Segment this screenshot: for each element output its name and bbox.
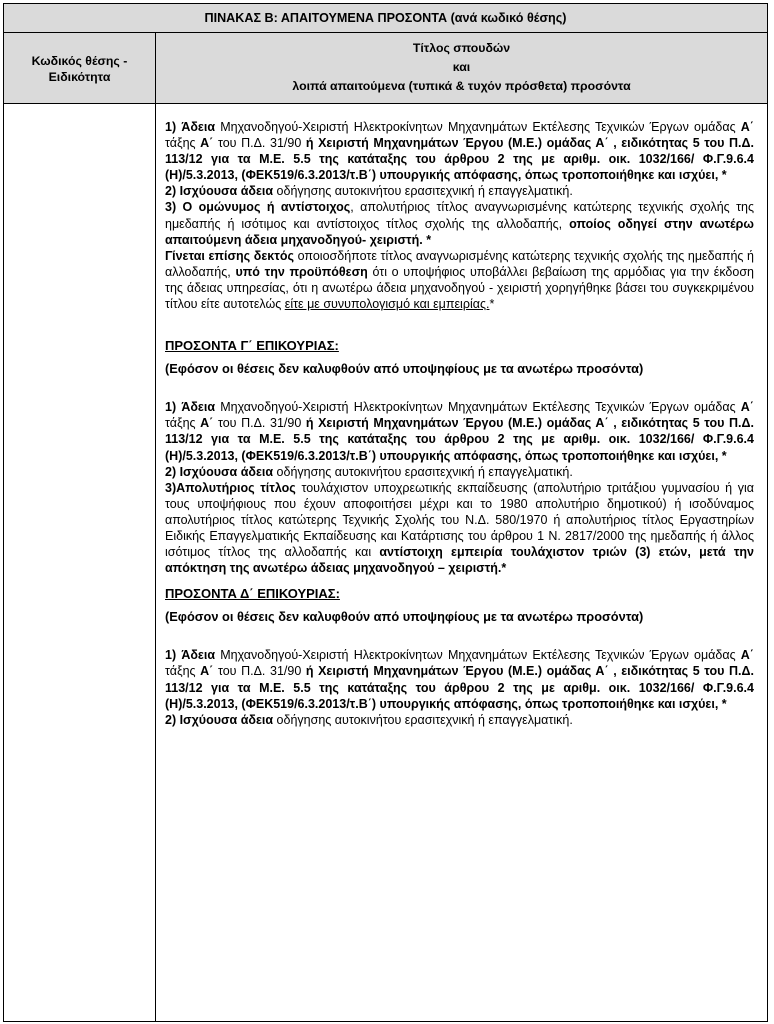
- also-accepted-label: Γίνεται επίσης δεκτός: [165, 248, 294, 263]
- licence-alternative: ή Χειριστή Μηχανημάτων Έργου (Μ.Ε.) ομάδας Α΄ , ειδικότητας 5 του Π.Δ. 113/12 για τα Μ.Ε. 5.5 της κατάταξης του άρθρου 2 της με αριθμ. οικ. 1032/166/ Φ.Γ.9.6.4 (Η)/5.3.2013, (ΦΕΚ519/6.3.2013/τ.Β΄) υπουργικής απόφασης, όπως τροποποιήθηκε και ισχύει, *: [165, 416, 754, 463]
- driving-licence-text: οδήγησης αυτοκινήτου ερασιτεχνική ή επαγγελματική.: [276, 184, 573, 199]
- header-qualifications-line2: και: [452, 60, 471, 74]
- licence-decree: του Π.Δ. 31/90: [217, 136, 302, 151]
- header-position-code-line1: Κωδικός θέσης -: [31, 54, 128, 68]
- position-code-cell: [4, 104, 156, 1021]
- licence-class: Α΄: [200, 416, 214, 431]
- licence-alternative: ή Χειριστή Μηχανημάτων Έργου (Μ.Ε.) ομάδας Α΄ , ειδικότητας 5 του Π.Δ. 113/12 για τα Μ.Ε. 5.5 της κατάταξης του άρθρου 2 της με αριθμ. οικ. 1032/166/ Φ.Γ.9.6.4 (Η)/5.3.2013, (ΦΕΚ519/6.3.2013/τ.Β΄) υπουργικής απόφασης, όπως τροποποιήθηκε και ισχύει, *: [165, 664, 754, 711]
- driving-licence-text: οδήγησης αυτοκινήτου ερασιτεχνική ή επαγγελματική.: [276, 464, 573, 479]
- licence-alternative: ή Χειριστή Μηχανημάτων Έργου (Μ.Ε.) ομάδας Α΄ , ειδικότητας 5 του Π.Δ. 113/12 για τα Μ.Ε. 5.5 της κατάταξης του άρθρου 2 της με αριθμ. οικ. 1032/166/ Φ.Γ.9.6.4 (Η)/5.3.2013, (ΦΕΚ519/6.3.2013/τ.Β΄) υπουργικής απόφασης, όπως τροποποιήθηκε και ισχύει, *: [165, 136, 754, 183]
- driving-licence-label: 2) Ισχύουσα άδεια: [165, 712, 274, 727]
- section-d-note: (Εφόσον οι θέσεις δεν καλυφθούν από υποψηφίους με τα ανωτέρω προσόντα): [165, 609, 644, 625]
- driving-licence-text: οδήγησης αυτοκινήτου ερασιτεχνική ή επαγγελματική.: [276, 712, 573, 727]
- licence-group: Α΄: [740, 648, 754, 663]
- title-paragraph-b: [165, 199, 754, 247]
- section-d-heading: ΠΡΟΣΟΝΤΑ Δ΄ ΕΠΙΚΟΥΡΙΑΣ:: [165, 586, 340, 602]
- also-accepted-asterisk: *: [489, 297, 495, 312]
- licence-group: Α΄: [740, 400, 754, 415]
- item-number: 1): [165, 400, 177, 415]
- also-accepted-experience: είτε με συνυπολογισμό και εμπειρίας.: [284, 297, 490, 312]
- qualifications-cell: [165, 119, 754, 728]
- item-number: 1): [165, 648, 177, 663]
- licence-class: Α΄: [200, 136, 214, 151]
- licence-label: Άδεια: [181, 400, 216, 415]
- diploma-label: 3)Απολυτήριος τίτλος: [165, 480, 296, 495]
- also-accepted-details: ότι ο υποψήφιος υποβάλλει βεβαίωση της αρμόδιας για την έκδοση της άδειας υπηρεσίας, ότι η ανωτέρω άδεια μηχανοδηγού - χειριστή χορηγήθηκε βάσει του συγκεκριμένου τίτλου είτε αυτοτελώς: [165, 264, 755, 312]
- also-accepted-condition: υπό την προϋπόθεση: [235, 264, 368, 279]
- licence-text: Μηχανοδηγού-Χειριστή Ηλεκτροκίνητων Μηχανημάτων Εκτέλεσης Τεχνικών Έργων ομάδας: [220, 400, 736, 415]
- licence-paragraph-c: [165, 399, 754, 463]
- licence-decree: του Π.Δ. 31/90: [217, 664, 302, 679]
- driving-licence-label: 2) Ισχύουσα άδεια: [165, 184, 274, 199]
- licence-class-word: τάξης: [165, 136, 196, 151]
- licence-group: Α΄: [740, 120, 754, 134]
- licence-text: Μηχανοδηγού-Χειριστή Ηλεκτροκίνητων Μηχανημάτων Εκτέλεσης Τεχνικών Έργων ομάδας: [220, 648, 736, 663]
- section-c-heading: ΠΡΟΣΟΝΤΑ Γ΄ ΕΠΙΚΟΥΡΙΑΣ:: [165, 338, 339, 354]
- licence-text: Μηχανοδηγού-Χειριστή Ηλεκτροκίνητων Μηχανημάτων Εκτέλεσης Τεχνικών Έργων ομάδας: [220, 120, 736, 134]
- licence-paragraph-b: [165, 119, 754, 183]
- diploma-text: τουλάχιστον υποχρεωτικής εκπαίδευσης (απολυτήριο τριτάξιου γυμνασίου ή για τους υποψήφιους που έχουν αποφοιτήσει μέχρι και το 1980 απολυτήριο δημοτικού) ή ισοδύναμος απολυτήριος τίτλος κατώτερης Τεχνικής Σχολής του Ν.Δ. 580/1970 ή απολυτήριος τίτλος Εργαστηρίων Ειδικής Επαγγελματικής Εκπαίδευσης και Κατάρτισης του άρθρου 1 Ν. 2817/2000 της ημεδαπής ή άλλος ισότιμος τίτλος της αλλοδαπής και: [165, 480, 754, 560]
- title-text: , απολυτήριος τίτλος αναγνωρισμένης κατώτερης τεχνικής σχολής της ημεδαπής ή ισότιμος και αντίστοιχος τίτλος σχολής της αλλοδαπής,: [165, 200, 754, 231]
- table-title: ΠΙΝΑΚΑΣ Β: ΑΠΑΙΤΟΥΜΕΝΑ ΠΡΟΣΟΝΤΑ (ανά κωδικό θέσης): [4, 4, 767, 33]
- header-qualifications-line1: Τίτλος σπουδών: [412, 41, 511, 55]
- table-header-row: [4, 33, 767, 104]
- header-qualifications: [156, 39, 767, 96]
- driving-licence-paragraph-b: [165, 183, 754, 199]
- driving-licence-paragraph-c: [165, 464, 754, 480]
- header-position-code-line2: Ειδικότητα: [48, 70, 111, 84]
- diploma-paragraph-c: [165, 480, 754, 577]
- title-condition: οποίος οδηγεί στην ανωτέρω απαιτούμενη άδεια μηχανοδηγού- χειριστή. *: [165, 216, 754, 247]
- also-accepted-paragraph: [165, 248, 754, 312]
- licence-class-word: τάξης: [165, 416, 196, 431]
- licence-decree: του Π.Δ. 31/90: [217, 416, 302, 431]
- section-c-note: (Εφόσον οι θέσεις δεν καλυφθούν από υποψηφίους με τα ανωτέρω προσόντα): [165, 361, 644, 377]
- item-number: 1): [165, 120, 177, 134]
- diploma-experience: αντίστοιχη εμπειρία τουλάχιστον τριών (3) ετών, μετά την απόκτηση της ανωτέρω άδειας μηχανοδηγού – χειριστή.*: [165, 545, 754, 576]
- licence-label: Άδεια: [181, 120, 216, 134]
- header-qualifications-line3: λοιπά απαιτούμενα (τυπικά & τυχόν πρόσθετα) προσόντα: [292, 79, 631, 93]
- header-position-code: [4, 33, 156, 103]
- licence-label: Άδεια: [181, 648, 216, 663]
- driving-licence-paragraph-d: [165, 712, 754, 728]
- licence-paragraph-d: [165, 647, 754, 711]
- licence-class: Α΄: [200, 664, 214, 679]
- also-accepted-text: οποιοσδήποτε τίτλος αναγνωρισμένης κατώτερης τεχνικής σχολής της ημεδαπής ή αλλοδαπής,: [165, 248, 754, 279]
- driving-licence-label: 2) Ισχύουσα άδεια: [165, 464, 274, 479]
- licence-class-word: τάξης: [165, 664, 196, 679]
- title-label: 3) Ο ομώνυμος ή αντίστοιχος: [165, 200, 351, 215]
